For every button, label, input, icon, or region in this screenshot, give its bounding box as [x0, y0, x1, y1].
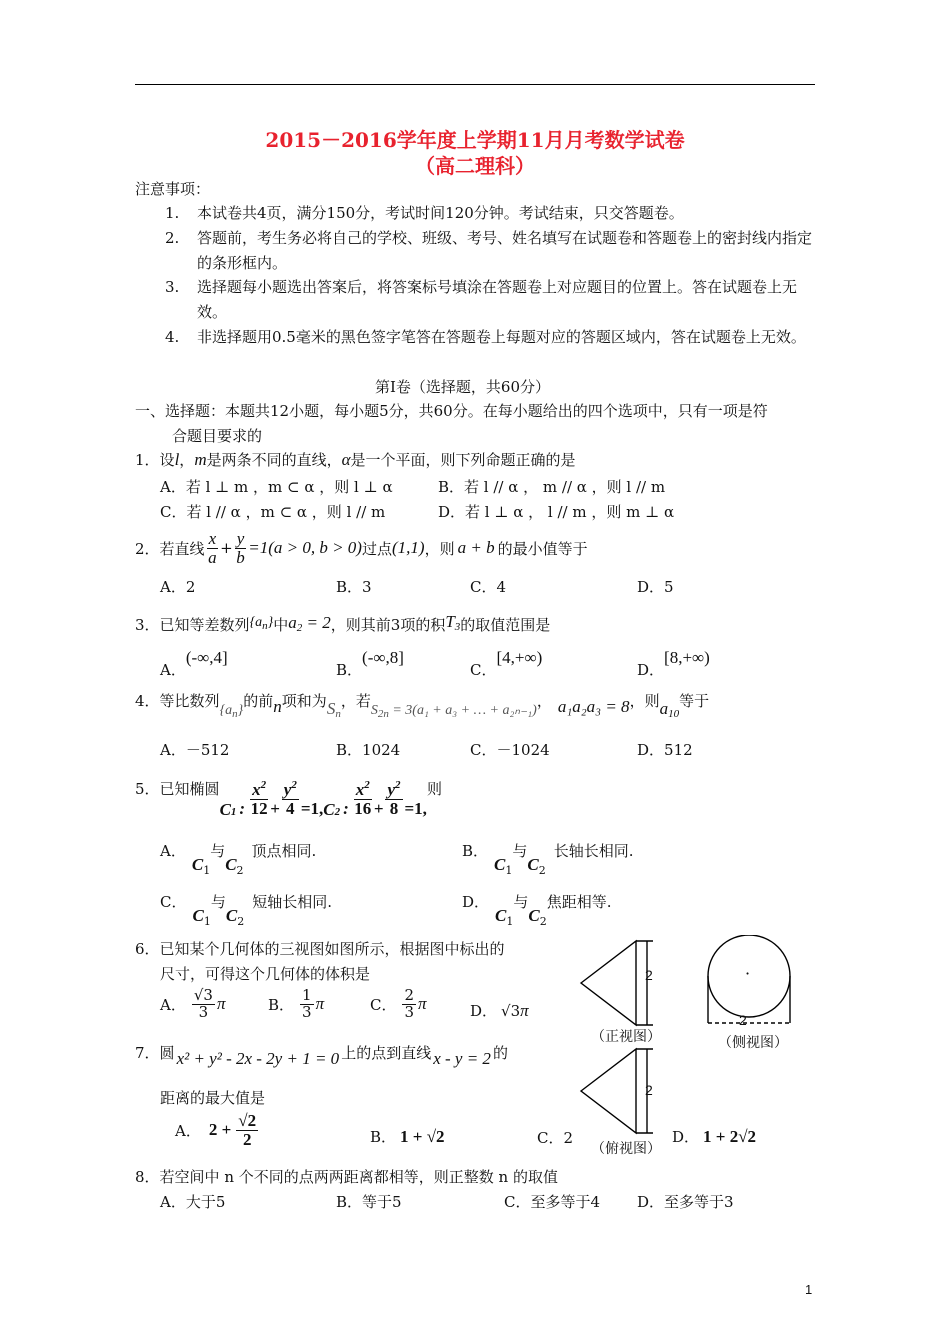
notice-num: 2.	[165, 229, 180, 247]
notice-num: 4.	[165, 328, 180, 346]
circle-center-dot: ·	[745, 964, 751, 983]
q7-option-a: A． 2 + $\frac{√2}{2}$	[175, 1111, 257, 1149]
notice-num: 3.	[165, 278, 180, 296]
q5-option-d: D．$C_1$与$C_2$焦距相等.	[462, 893, 612, 928]
notice-text: 答题前，考生务必将自己的学校、班级、考号、姓名填写在试题卷和答题卷上的密封线内指定的条形框内。	[197, 229, 813, 272]
q5-option-b: B．$C_1$与$C_2$长轴长相同.	[462, 842, 634, 877]
notice-num: 1.	[165, 204, 180, 222]
question-6-line2: 尺寸，可得这个几何体的体积是	[160, 965, 371, 983]
exam-title: 2015－2016学年度上学期11月月考数学试卷	[265, 128, 685, 152]
q3-option-b: B．(-∞,8]	[336, 648, 404, 679]
notice-item-3	[165, 275, 815, 325]
front-view	[581, 941, 653, 1025]
question-2: 2． 若直线 $\frac{x}{a}$ + $\frac{y}{b}$ =1(a > 0, b > 0) 过点 (1,1) ，则 a + b 的最小值等于	[135, 528, 588, 567]
question-number: 2．	[135, 539, 160, 558]
section-heading-line2: 合题目要求的	[172, 427, 263, 445]
question-number: 5．	[135, 780, 160, 798]
question-1: 1．设l，m是两条不同的直线，α是一个平面，则下列命题正确的是	[135, 450, 576, 469]
q7-option-c: C．2	[537, 1129, 574, 1147]
side-dimension-label: 2	[739, 1012, 747, 1028]
q1-option-d: D．若 l ⊥ α ， l // m ，则 m ⊥ α	[438, 503, 675, 521]
top-dimension-label: 2	[645, 1082, 653, 1098]
q3-option-d: D．[8,+∞)	[637, 648, 710, 679]
q5-option-c: C．$C_1$与$C_2$短轴长相同.	[160, 893, 332, 928]
exam-subtitle: （高二理科）	[415, 154, 535, 178]
q8-option-c: C．至多等于4	[504, 1193, 601, 1211]
side-view-label: （侧视图）	[718, 1035, 788, 1051]
question-number: 3．	[135, 616, 160, 634]
q8-option-b: B．等于5	[336, 1193, 402, 1211]
notice-heading: 注意事项：	[135, 180, 211, 198]
q2-option-a: A．2	[160, 578, 196, 596]
front-view-label: （正视图）	[591, 1029, 661, 1045]
q8-option-a: A．大于5	[160, 1193, 226, 1211]
question-number: 6．	[135, 940, 160, 958]
q6-option-b: B． $\frac{1}{3}$ π	[268, 986, 325, 1021]
q2-option-c: C．4	[470, 578, 507, 596]
q1-option-a: A．若 l ⊥ m ，m ⊂ α ，则 l ⊥ α	[160, 478, 393, 496]
q6-option-d: D． √3π	[470, 1001, 529, 1020]
q3-option-c: C．[4,+∞)	[470, 648, 543, 679]
question-5: 5． 已知椭圆 C 1 : $\frac{x^2}{12}$ + $\frac{y^2}{4}$ =1, C 2 : $\frac{x^2}{16}$ + $\frac{y^2}{8}$ =1, 则	[135, 779, 442, 819]
section-heading-line1: 一、选择题：本题共12小题，每小题5分，共60分。在每小题给出的四个选项中，只有一项是符	[135, 402, 768, 420]
question-7: 7．圆 x² + y² - 2x - 2y + 1 = 0 上的点到直线 x - y = 2 的	[135, 1044, 508, 1068]
front-dimension-label: 2	[645, 967, 653, 983]
q1-option-c: C．若 l // α ，m ⊂ α ，则 l // m	[160, 503, 386, 521]
q4-option-a: A．－512	[160, 741, 230, 759]
q6-option-a: A． $\frac{√3}{3}$ π	[160, 986, 226, 1021]
page-number: 1	[805, 1282, 813, 1297]
q4-option-c: C．－1024	[470, 741, 550, 759]
q3-option-a: A．(-∞,4]	[160, 648, 228, 679]
question-number: 8．	[135, 1168, 160, 1186]
q7-option-b: B． 1 + √2	[370, 1127, 445, 1146]
question-number: 1．	[135, 451, 160, 469]
notice-text: 本试卷共4页，满分150分，考试时间120分钟。考试结束，只交答题卷。	[197, 204, 684, 222]
header-rule	[135, 84, 815, 85]
notice-item-1	[165, 201, 815, 226]
question-6: 6．已知某个几何体的三视图如图所示，根据图中标出的	[135, 940, 505, 958]
q5-option-a: A．$C_1$与$C_2$顶点相同.	[160, 842, 317, 877]
notice-item-2	[165, 226, 815, 276]
part-heading: 第Ⅰ卷（选择题，共60分）	[375, 378, 551, 396]
question-number: 4．	[135, 692, 160, 710]
q7-option-d: D． 1 + 2√2	[672, 1127, 757, 1146]
q6-option-c: C． $\frac{2}{3}$ π	[370, 986, 427, 1021]
notice-item-4	[165, 325, 815, 375]
question-8: 8．若空间中 n 个不同的点两两距离都相等，则正整数 n 的取值	[135, 1168, 558, 1186]
fraction-y-over-b: $\frac{y}{b}$	[236, 528, 245, 567]
question-4: 4．等比数列$\{a_n\}$的前n项和为$S_n$，若$S_{2n} = 3(a_1 + a_3$ + … + a₂ₙ₋₁)， a₁a₂a₃ = 8，则$a_{10}$等于	[135, 692, 710, 720]
math-l: l	[174, 450, 180, 469]
math-m: m	[194, 450, 207, 469]
q2-option-d: D．5	[637, 578, 674, 596]
notice-text: 选择题每小题选出答案后，将答案标号填涂在答题卷上对应题目的位置上。答在试题卷上无效。	[197, 278, 798, 321]
q4-option-d: D．512	[637, 741, 693, 759]
top-view	[581, 1049, 653, 1133]
question-7-line2: 距离的最大值是	[160, 1089, 266, 1107]
math-alpha: α	[341, 450, 351, 469]
notice-text: 非选择题用0.5毫米的黑色签字笔答在答题卷上每题对应的答题区域内，答在试题卷上无效。	[197, 328, 806, 346]
top-view-label: （俯视图）	[591, 1141, 661, 1157]
q4-option-b: B．1024	[336, 741, 401, 759]
q2-option-b: B．3	[336, 578, 372, 596]
q1-option-b: B．若 l // α ， m // α ，则 l // m	[438, 478, 666, 496]
fraction-x-over-a: $\frac{x}{a}$	[208, 528, 217, 567]
q8-option-d: D．至多等于3	[637, 1193, 734, 1211]
question-3: 3．已知等差数列$\{a_n\}$中$a_2 = 2$，则其前3项的积$T_3$的取值范围是	[135, 612, 551, 634]
question-number: 7．	[135, 1044, 160, 1062]
